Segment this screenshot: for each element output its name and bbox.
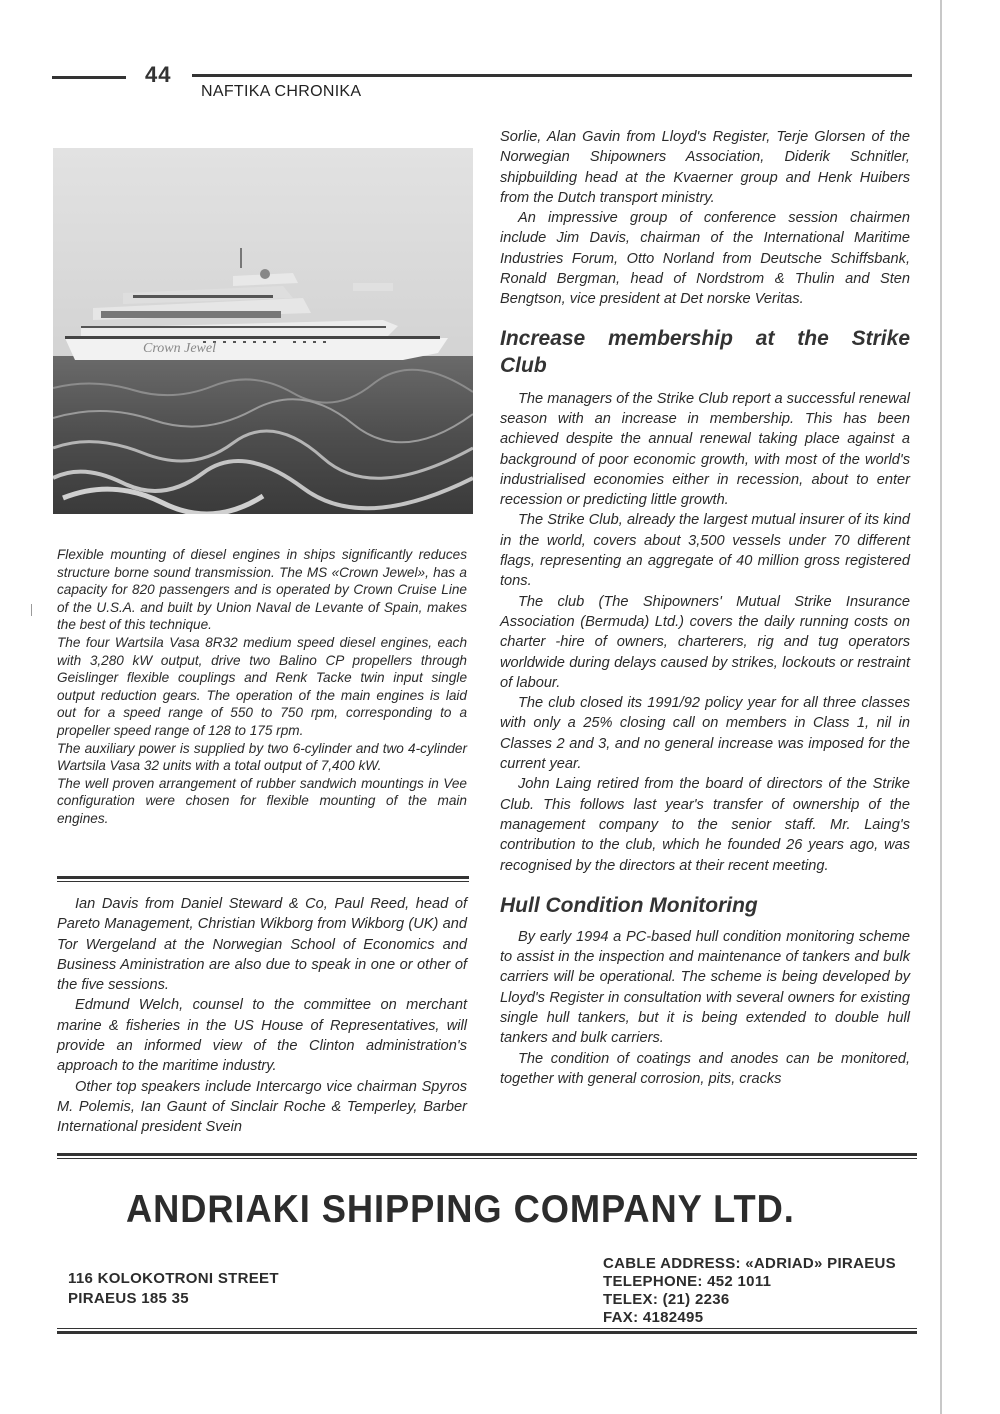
header-rule-right	[192, 74, 912, 77]
ship-photo	[53, 148, 473, 514]
header-rule-left	[52, 76, 126, 79]
ship-photo-illustration	[53, 148, 473, 514]
left-column-article	[57, 894, 467, 1138]
body-paragraph: The condition of coatings and anodes can be monitored, together with general corrosion, pits, cracks	[500, 1050, 910, 1087]
advert-telephone: TELEPHONE: 452 1011	[603, 1273, 772, 1290]
advert-telex: TELEX: (21) 2236	[603, 1291, 730, 1308]
body-paragraph: Other top speakers include Intercargo vice chairman Spyros M. Polemis, Ian Gaunt of Sinclair Roche & Temperley, Barber International president Svein	[57, 1078, 467, 1136]
advert-fax: FAX: 4182495	[603, 1309, 704, 1326]
advert-top-rule	[57, 1153, 917, 1159]
body-paragraph: John Laing retired from the board of directors of the Strike Club. This follows last year's transfer of ownership of the management company to the senior staff. Mr. Laing's contribution to the club, which he founded 26 years ago, was recognised by the directors at their recent meeting.	[500, 776, 910, 874]
left-column-divider	[57, 876, 469, 882]
caption-paragraph: The four Wartsila Vasa 8R32 medium speed diesel engines, each with 3,280 kW output, drive two Balino CP propellers through Geislinger flexible couplings and Renk Tacke twin input single output reduction gears. The operation of the main engines is laid out for a speed range of 550 to 750 rpm, corresponding to a propeller speed range of 128 to 175 rpm.	[57, 634, 467, 738]
body-paragraph: Ian Davis from Daniel Steward & Co, Paul Reed, head of Pareto Management, Christian Wikborg from Wikborg (UK) and Tor Wergeland at the Norwegian School of Economics and Business Aministration are also due to speak in one or other of the five sessions.	[57, 896, 467, 994]
advert-address-line2: PIRAEUS 185 35	[68, 1290, 189, 1307]
body-paragraph: The club (The Shipowners' Mutual Strike Insurance Association (Bermuda) Ltd.) covers the daily running costs on charter -hire of owners, charterers, rig and tug operators worldwide during delays caused by strikes, lockouts or restraint of labour.	[500, 593, 910, 691]
right-column-article	[500, 127, 910, 1089]
body-paragraph: By early 1994 a PC-based hull condition monitoring scheme to assist in the inspection and maintenance of tankers and bulk carriers will be operational. The scheme is being developed by Lloyd's Register in consultation with several owners for existing single hull tankers, but it is being extended to double hull tankers and bulk carriers.	[500, 928, 910, 1047]
body-paragraph: The managers of the Strike Club report a successful renewal season with an increase in membership. This has been achieved despite the annual renewal taking place against a background of poor economic growth, with most of the world's industrialised economies either in recession, about to enter recession or predicting little growth.	[500, 390, 910, 509]
margin-mark	[31, 604, 32, 616]
caption-paragraph: Flexible mounting of diesel engines in ships significantly reduces structure borne sound transmission. The MS «Crown Jewel», has a capacity for 820 passengers and is operated by Crown Cruise Line of the U.S.A. and built by Union Naval de Levante of Spain, makes the best of this technique.	[57, 547, 467, 633]
hull-monitoring-heading: Hull Condition Monitoring	[500, 893, 758, 917]
advert-cable-address: CABLE ADDRESS: «ADRIAD» PIRAEUS	[603, 1255, 896, 1272]
scan-edge-line	[940, 0, 942, 1414]
magazine-title: NAFTIKA CHRONIKA	[201, 83, 362, 100]
hull-name: Crown Jewel	[143, 341, 216, 356]
strike-club-heading: Increase membership at the Strike Club	[500, 326, 910, 377]
advert-address-line1: 116 KOLOKOTRONI STREET	[68, 1270, 279, 1287]
body-paragraph: Sorlie, Alan Gavin from Lloyd's Register, Terje Glorsen of the Norwegian Shipowners Association, Diderik Schnitler, shipbuilding head at the Kvaerner group and Henk Huibers from the Dutch transport ministry.	[500, 129, 910, 206]
advert-company-name: ANDRIAKI SHIPPING COMPANY LTD.	[126, 1188, 795, 1231]
body-paragraph: An impressive group of conference session chairmen include Jim Davis, chairman of the International Maritime Industries Forum, Otto Norland from Deutsche Schiffsbank, Ronald Bergman, head of Nordstrom & Thulin and Sten Bengtson, vice president at Det norske Veritas.	[500, 210, 910, 308]
page-number: 44	[145, 62, 172, 87]
caption-paragraph: The auxiliary power is supplied by two 6-cylinder and two 4-cylinder Wartsila Vasa 32 units with a total output of 7,400 kW.	[57, 740, 467, 774]
body-paragraph: Edmund Welch, counsel to the committee on merchant marine & fisheries in the US House of Representatives, will provide an informed view of the Clinton administration's approach to the maritime industry.	[57, 997, 467, 1075]
advert-bottom-rule	[57, 1328, 917, 1334]
body-paragraph: The Strike Club, already the largest mutual insurer of its kind in the world, covers about 3,500 vessels under 70 different flags, representing an aggregate of 40 million gross registered tons.	[500, 512, 910, 590]
photo-caption	[57, 546, 467, 828]
caption-paragraph: The well proven arrangement of rubber sandwich mountings in Vee configuration were chosen for flexible mounting of the main engines.	[57, 775, 467, 826]
body-paragraph: The club closed its 1991/92 policy year for all three classes with only a 25% closing call on members in Class 1, nil in Classes 2 and 3, and no general increase was imposed for the current year.	[500, 695, 910, 773]
